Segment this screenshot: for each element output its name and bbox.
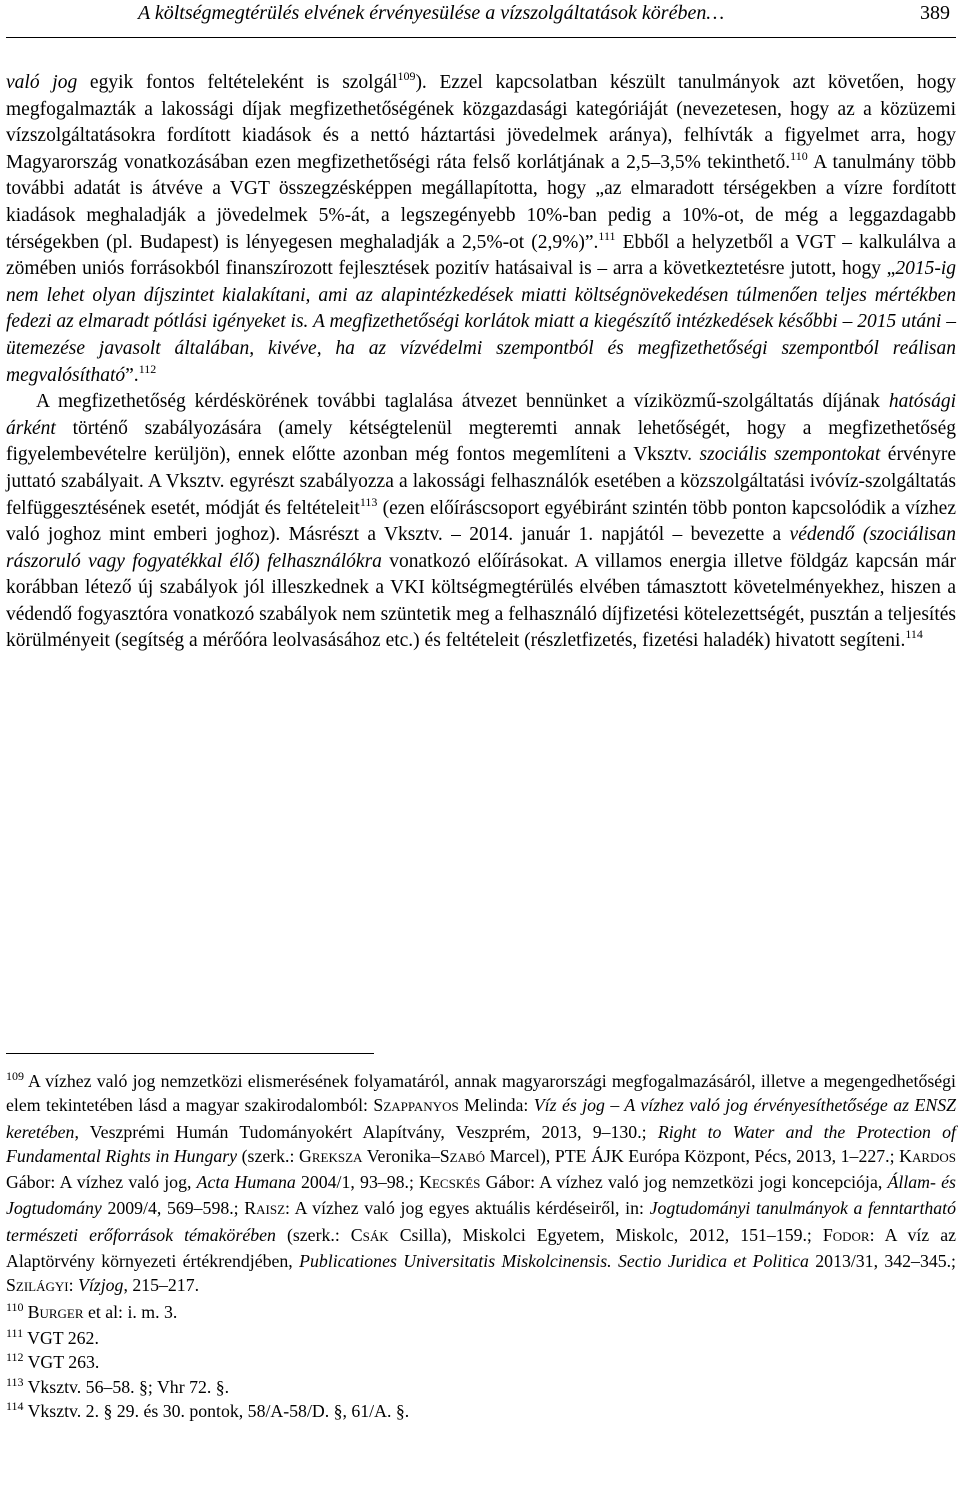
text-span: (szerk.: C xyxy=(275,1224,363,1245)
text-span: et al: i. m. 3. xyxy=(83,1301,178,1322)
italic-term: hatósági árként xyxy=(6,391,956,439)
small-caps-name: SÁK xyxy=(362,1228,389,1244)
page-number: 389 xyxy=(920,2,950,24)
small-caps-name: AISZ xyxy=(256,1202,286,1218)
footnote-109 xyxy=(6,1069,956,1300)
text-span: való jog xyxy=(6,72,78,93)
italic-term: védendő (szociálisan rászoruló vagy fogyatékkal élő) felhasználókra xyxy=(6,524,957,572)
small-caps-name: URGER xyxy=(39,1305,84,1321)
text-span: történő szabályozására (amely kétségtelenül megteremti annak lehetőségét, hogy a megfizethetőség figyelembevételre kerüljön), ennek előtte azonban még fontos megemlíteni a Vksztv. xyxy=(6,417,956,466)
text-span: Ebből a helyzetből a VGT – kalkulálva a zömében uniós forrásokból finanszírozott fejlesztések pozitív hatásaival is – arra a következtetésre jutott, hogy „ xyxy=(6,231,956,280)
text-span: : A vízhez való jog egyes aktuális kérdéseiről, in: xyxy=(285,1198,650,1219)
footnote-ref-109[interactable]: 109 xyxy=(397,69,416,83)
header-divider xyxy=(6,37,956,38)
footnote-ref-114[interactable]: 114 xyxy=(905,627,923,642)
text-span: (szerk.: G xyxy=(237,1145,312,1166)
footnote-number: 112 xyxy=(6,1350,24,1365)
text-span: Csilla), Miskolci Egyetem, Miskolc, 2012, 151–159.; F xyxy=(388,1224,833,1245)
footnote-number: 109 xyxy=(6,1069,24,1083)
footnote-111 xyxy=(6,1326,956,1350)
footnote-ref-113[interactable]: 113 xyxy=(359,494,378,509)
running-title: A költségmegtérülés elvének érvényesülése a vízszolgáltatások körében… xyxy=(138,2,725,24)
small-caps-name: ZABÓ xyxy=(449,1149,486,1165)
text-span: vonatkozó előírásokat. A villamos energia illetve földgáz kapcsán már korábban létező új szabályok jól illeszkednek a VKI költségmegtérülés elvében támasztott követelményekhez, hiszen a védendő fogyasztóra vonatkozó szabályok nem szüntetik meg a felhasználó díjfizetési kötelezettségét, pusztán a teljesítés körülményeit (segítség a mérőóra leolvasásához etc.) és feltételeit (részletfizetés, fizetési haladék) hivatott segíteni. xyxy=(6,550,956,652)
text-span: érvényre juttató szabályait. A Vksztv. egyrészt szabályozza a lakossági felhasználók esetében a közszolgáltatási ivóvíz-szolgáltatás felfüggesztésének esetét, módját és feltételeit xyxy=(6,444,956,519)
text-span: ). Ezzel kapcsolatban készült tanulmányok azt követően, hogy megfogalmazták a lakossági díjak megfizethetőségének közgazdasági kategóriáját (nevezetesen, hogy az a közüzemi vízszolgáltatásokra fordított kiadások és a nettó háztartási jövedelmek aránya), felhívták a figyelmet arra, hogy Magyarország vonatkozásában ezen megfizethetőségi ráta felső korlátjának a 2,5–3,5% tekinthető. xyxy=(6,72,956,173)
italic-title: Vízjog xyxy=(78,1275,124,1296)
footnote-ref-110[interactable]: 110 xyxy=(790,148,808,163)
text-span: ”. xyxy=(125,364,139,386)
footnote-ref-112[interactable]: 112 xyxy=(138,361,157,376)
text-span: Marcel), PTE ÁJK Európa Központ, Pécs, 2013, 1–227.; K xyxy=(485,1145,912,1166)
small-caps-name: REKSZA xyxy=(311,1149,363,1165)
main-text xyxy=(6,70,956,655)
paragraph-1 xyxy=(6,70,956,389)
footnote-113 xyxy=(6,1375,956,1399)
text-span: A megfizethetőség kérdéskörének további taglalása átvezet bennünket a víziközmű-szolgáltatás díjának xyxy=(36,391,889,413)
text-span: (ezen előíráscsoport egyébiránt szintén több ponton kapcsolódik a vízhez való joghoz mint emberi joghoz). Másrészt a Vksztv. – 2014. január 1. napjától – bevezette a xyxy=(6,497,956,546)
text-span: B xyxy=(27,1301,40,1322)
text-span: 2004/1, 93–98.; K xyxy=(295,1172,432,1193)
quoted-italic-text: 2015-ig nem lehet olyan díjszintet kialakítani, ami az alapintézkedések miatti költségnövekedésen túlmenően teljes mértékben fedezi az elmaradt pótlási igényeket is. A megfizethetőségi korlátok miatt a kiegészítő intézkedések későbbi – 2015 utáni – ütemezése javasolt általában, kivéve, ha az vízvédelmi szempontból és megfizethetőségi szempontból reálisan megvalósítható xyxy=(6,258,956,386)
text-span: Melinda: xyxy=(458,1095,534,1116)
text-span: , 215–217. xyxy=(123,1275,200,1296)
italic-title: Víz és jog – A vízhez való jog érvényesíthetősége az ENSZ keretében xyxy=(6,1095,956,1142)
text-span: 2009/4, 569–598.; R xyxy=(101,1198,257,1219)
page-header xyxy=(0,0,960,40)
footnote-text: Vksztv. 56–58. §; Vhr 72. §. xyxy=(27,1376,230,1397)
footnote-112 xyxy=(6,1350,956,1374)
text-span: : A víz az Alaptörvény környezeti értékrendjében, xyxy=(6,1224,956,1272)
footnote-text: Vksztv. 2. § 29. és 30. pontok, 58/A-58/D. §, 61/A. §. xyxy=(27,1400,410,1421)
text-span: , Veszprémi Humán Tudományokért Alapítvány, Veszprém, 2013, 9–130.; xyxy=(74,1121,658,1142)
footnote-number: 111 xyxy=(6,1325,24,1340)
italic-title: Publicationes Universitatis Miskolcinensis. Sectio Juridica et Politica xyxy=(299,1251,809,1272)
italic-title: Acta Humana xyxy=(196,1172,296,1193)
footnote-number: 113 xyxy=(6,1374,24,1389)
text-span: : xyxy=(68,1275,78,1296)
footnote-text: VGT 263. xyxy=(27,1352,100,1373)
italic-title: Right to Water and the Protection of Fundamental Rights in Hungary xyxy=(6,1121,956,1166)
footnote-text: VGT 262. xyxy=(27,1327,99,1348)
small-caps-name: ECSKÉS xyxy=(431,1176,481,1192)
text-span: Gábor: A vízhez való jog nemzetközi jogi koncepciója, xyxy=(480,1172,888,1193)
small-caps-name: ZAPPANYOS xyxy=(383,1099,459,1115)
italic-title: Jogtudományi tanulmányok a fenntartható természeti erőforrások témakörében xyxy=(6,1198,957,1245)
footnote-separator xyxy=(6,1053,374,1054)
italic-term: szociális szempontokat xyxy=(699,444,881,466)
small-caps-name: ODOR xyxy=(832,1228,870,1244)
text-span: egyik fontos feltételeként is szolgál xyxy=(77,72,398,93)
text-span: A vízhez való jog nemzetközi elismerésének folyamatáról, annak magyarországi megfogalmazásáról, illetve a megengedhetőségi elem tekintetében lásd a magyar szakirodalomból: S xyxy=(6,1071,956,1116)
text-span: Veronika–S xyxy=(362,1145,450,1166)
text-span: 2013/31, 342–345.; S xyxy=(6,1251,957,1296)
footnote-number: 110 xyxy=(6,1299,24,1314)
footnote-110 xyxy=(6,1300,956,1326)
text-span: A tanulmány több további adatát is átvéve a VGT összegzésképpen megállapította, hogy „az elmaradott térségekben a vízre fordított kiadások meghaladják a jövedelmek 5%-át, a legszegényebb 10%-ban pedig a 10%-ot, de még a leggazdagabb térségekben (pl. Budapest) is lényegesen meghaladják a 2,5%-ot (2,9%)”. xyxy=(6,151,956,253)
footnote-114 xyxy=(6,1399,956,1423)
text-span: Gábor: A vízhez való jog, xyxy=(6,1172,197,1193)
paragraph-2 xyxy=(6,389,956,655)
small-caps-name: ARDOS xyxy=(911,1149,957,1165)
footnotes xyxy=(6,1069,956,1423)
footnote-ref-111[interactable]: 111 xyxy=(598,228,616,243)
italic-title: Állam- és Jogtudomány xyxy=(6,1172,956,1219)
small-caps-name: ZILÁGYI xyxy=(15,1279,69,1295)
footnote-number: 114 xyxy=(6,1398,24,1413)
